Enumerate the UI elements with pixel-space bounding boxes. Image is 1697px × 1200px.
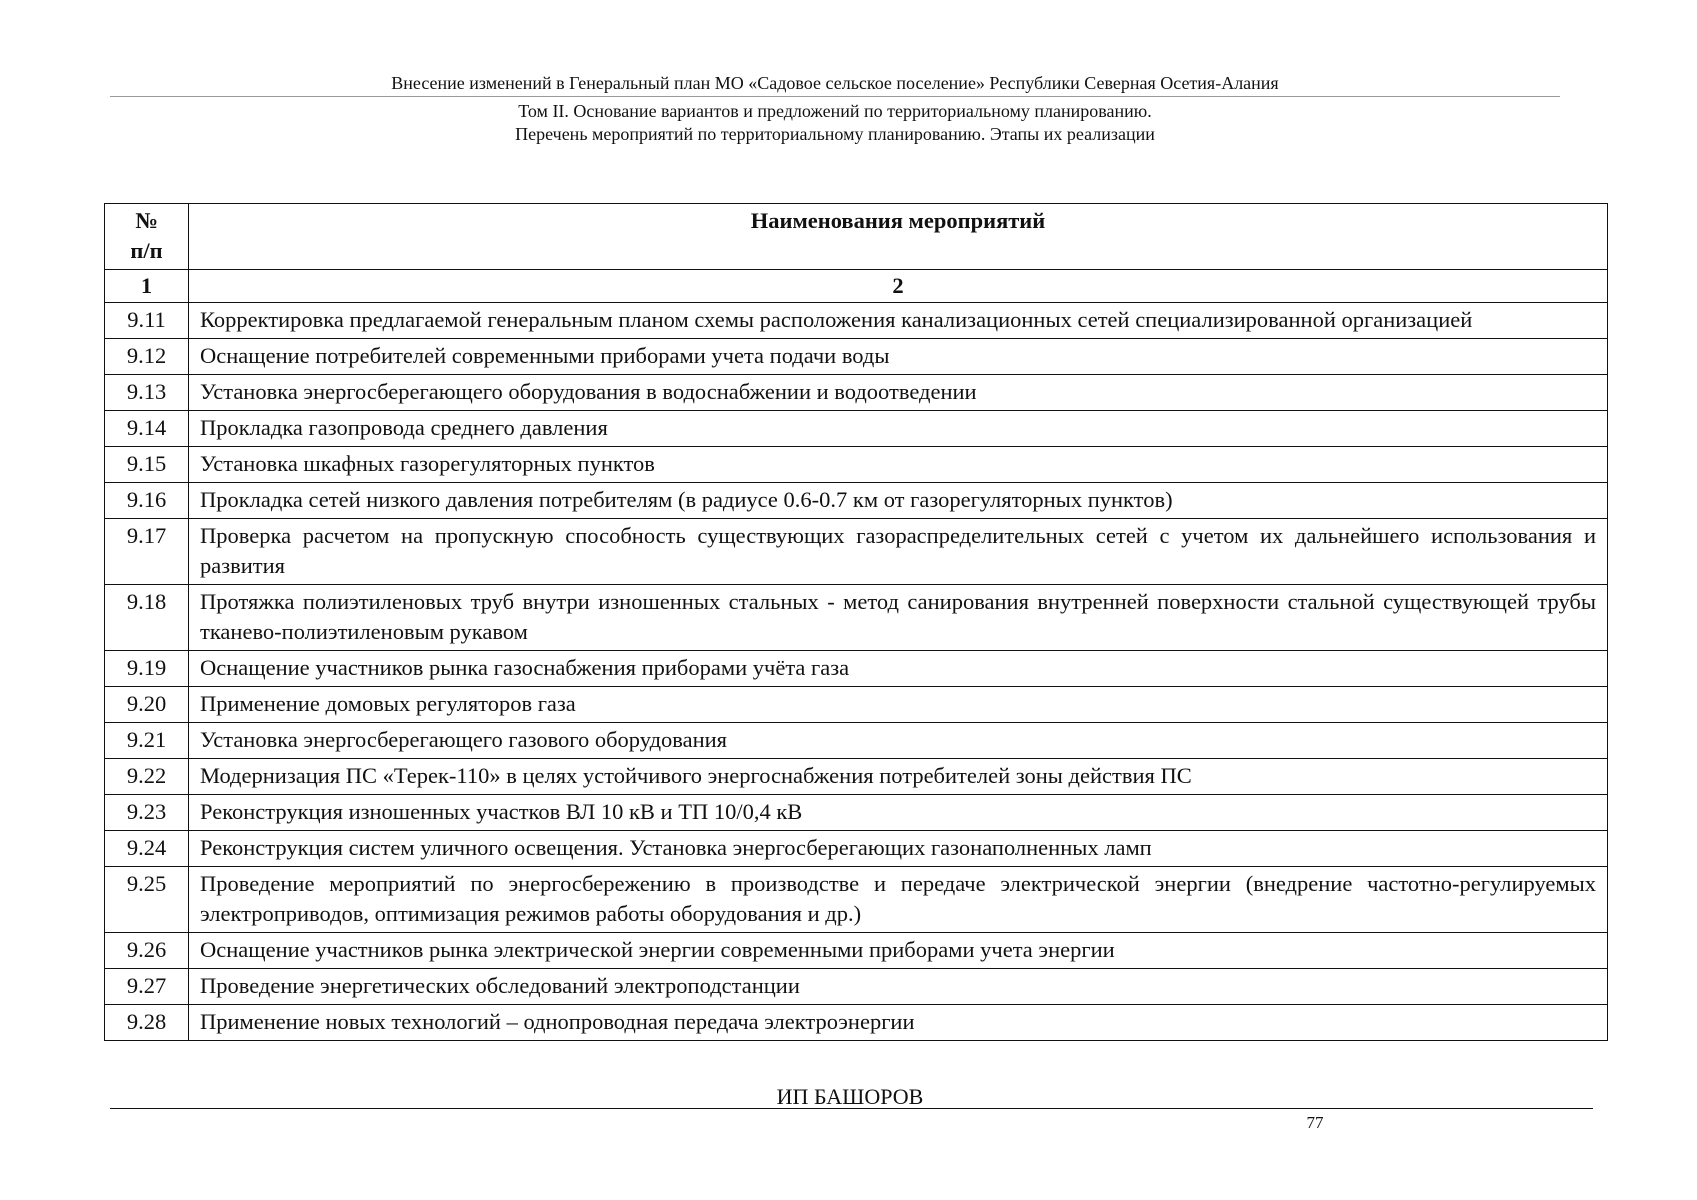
column-header-number — [105, 204, 189, 270]
measures-table — [104, 203, 1608, 1041]
row-number: 9.18 — [105, 585, 189, 651]
document-section-title: Перечень мероприятий по территориальному планированию. Этапы их реализации — [515, 124, 1155, 144]
table-row — [105, 339, 1608, 375]
table-row — [105, 483, 1608, 519]
table-row — [105, 651, 1608, 687]
table-row — [105, 759, 1608, 795]
table-row — [105, 447, 1608, 483]
measure-name: Модернизация ПС «Терек-110» в целях устойчивого энергоснабжения потребителей зоны действия ПС — [189, 759, 1608, 795]
table-header-row — [105, 204, 1608, 270]
row-number: 9.22 — [105, 759, 189, 795]
page-number: 77 — [1306, 1113, 1324, 1132]
row-number: 9.14 — [105, 411, 189, 447]
measure-name: Реконструкция изношенных участков ВЛ 10 кВ и ТП 10/0,4 кВ — [189, 795, 1608, 831]
row-number: 9.11 — [105, 303, 189, 339]
measure-name: Применение домовых регуляторов газа — [189, 687, 1608, 723]
measure-name: Установка энергосберегающего оборудования в водоснабжении и водоотведении — [189, 375, 1608, 411]
measure-name: Проведение энергетических обследований электроподстанции — [189, 969, 1608, 1005]
measure-name: Оснащение участников рынка газоснабжения приборами учёта газа — [189, 651, 1608, 687]
table-row — [105, 933, 1608, 969]
row-number: 9.19 — [105, 651, 189, 687]
row-number: 9.25 — [105, 867, 189, 933]
table-row — [105, 795, 1608, 831]
measure-name: Проведение мероприятий по энергосбережению в производстве и передаче электрической энергии (внедрение частотно-регулируемых электроприводов, оптимизация режимов работы оборудования и др.) — [189, 867, 1608, 933]
header-divider — [110, 96, 1560, 97]
row-number: 9.15 — [105, 447, 189, 483]
column-header-name: Наименования мероприятий — [189, 204, 1608, 270]
document-volume-title: Том II. Основание вариантов и предложений по территориальному планированию. — [518, 101, 1152, 121]
measure-name: Реконструкция систем уличного освещения. Установка энергосберегающих газонаполненных ламп — [189, 831, 1608, 867]
table-row — [105, 723, 1608, 759]
measure-name: Прокладка сетей низкого давления потребителям (в радиусе 0.6-0.7 км от газорегуляторных пунктов) — [189, 483, 1608, 519]
row-number: 9.23 — [105, 795, 189, 831]
column-index-row — [105, 270, 1608, 303]
table-row — [105, 831, 1608, 867]
row-number: 9.17 — [105, 519, 189, 585]
measure-name: Оснащение потребителей современными приборами учета подачи воды — [189, 339, 1608, 375]
measure-name: Установка энергосберегающего газового оборудования — [189, 723, 1608, 759]
row-number: 9.24 — [105, 831, 189, 867]
table-row — [105, 303, 1608, 339]
footer-divider — [110, 1108, 1593, 1109]
document-header-title: Внесение изменений в Генеральный план МО «Садовое сельское поселение» Республики Северная Осетия-Алания — [391, 73, 1279, 93]
measure-name: Прокладка газопровода среднего давления — [189, 411, 1608, 447]
footer-company-name: ИП БАШОРОВ — [776, 1084, 924, 1109]
measure-name: Применение новых технологий – однопроводная передача электроэнергии — [189, 1005, 1608, 1041]
measure-name: Оснащение участников рынка электрической энергии современными приборами учета энергии — [189, 933, 1608, 969]
table-row — [105, 585, 1608, 651]
row-number: 9.26 — [105, 933, 189, 969]
table-row — [105, 375, 1608, 411]
row-number: 9.28 — [105, 1005, 189, 1041]
column-index-1: 1 — [105, 270, 189, 303]
row-number: 9.16 — [105, 483, 189, 519]
row-number: 9.27 — [105, 969, 189, 1005]
table-row — [105, 1005, 1608, 1041]
table-row — [105, 519, 1608, 585]
row-number: 9.12 — [105, 339, 189, 375]
table-row — [105, 411, 1608, 447]
table-row — [105, 969, 1608, 1005]
measure-name: Установка шкафных газорегуляторных пунктов — [189, 447, 1608, 483]
row-number: 9.20 — [105, 687, 189, 723]
table-row — [105, 867, 1608, 933]
measure-name: Протяжка полиэтиленовых труб внутри изношенных стальных - метод санирования внутренней поверхности стальной существующей трубы тканево-полиэтиленовым рукавом — [189, 585, 1608, 651]
column-index-2: 2 — [189, 270, 1608, 303]
row-number: 9.21 — [105, 723, 189, 759]
measure-name: Проверка расчетом на пропускную способность существующих газораспределительных сетей с учетом их дальнейшего использования и развития — [189, 519, 1608, 585]
table-row — [105, 687, 1608, 723]
column-header-number-label: № п/п — [130, 208, 163, 263]
row-number: 9.13 — [105, 375, 189, 411]
measure-name: Корректировка предлагаемой генеральным планом схемы расположения канализационных сетей специализированной организацией — [189, 303, 1608, 339]
